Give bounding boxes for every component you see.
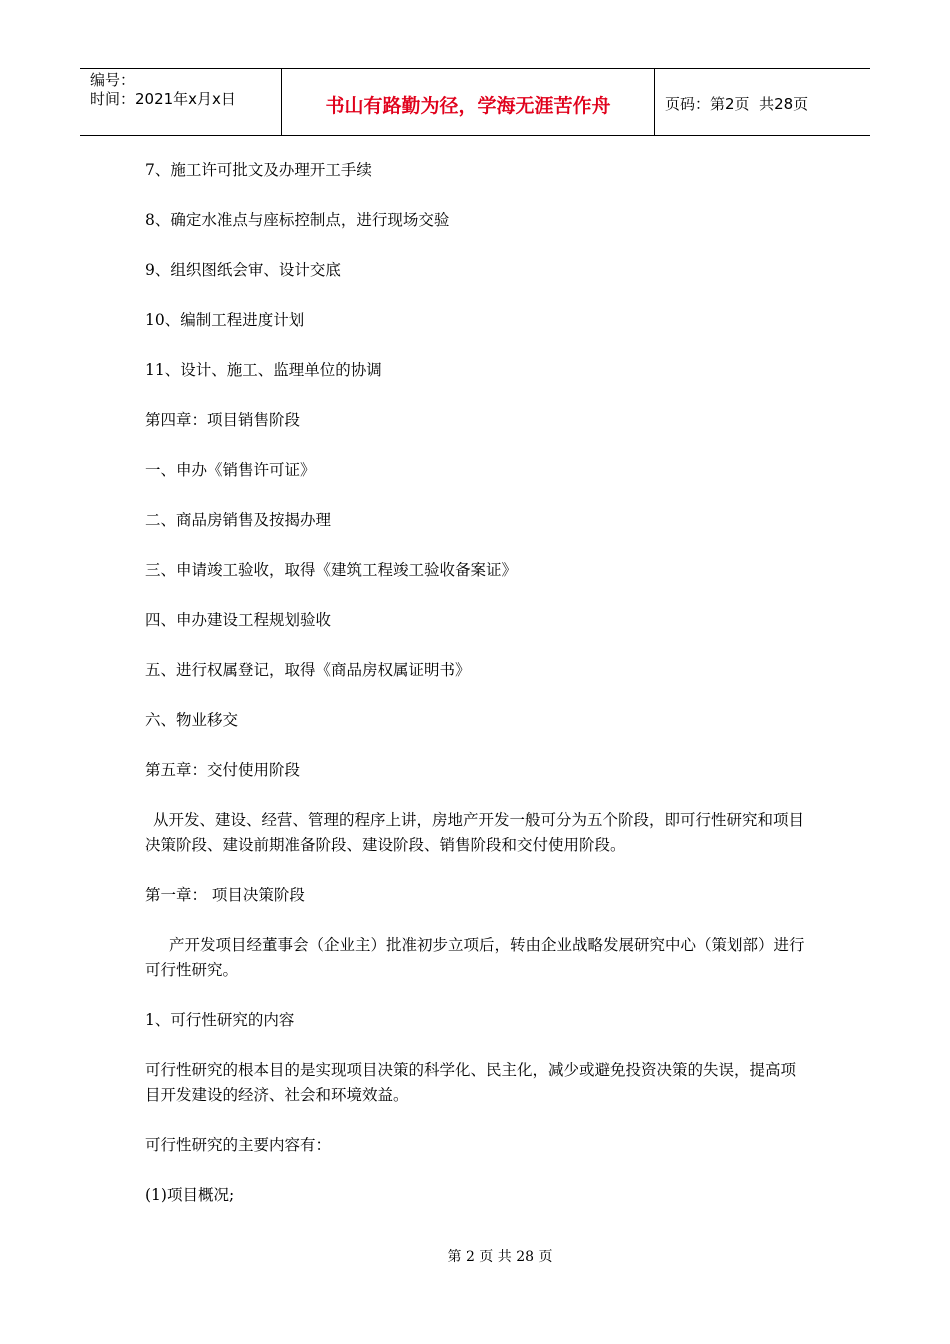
paragraph: 从开发、建设、经营、管理的程序上讲，房地产开发一般可分为五个阶段，即可行性研究和项目决策阶段、建设前期准备阶段、建设阶段、销售阶段和交付使用阶段。 — [145, 811, 805, 854]
chapter-heading: 第一章： 项目决策阶段 — [145, 886, 305, 904]
paragraph: 四、申办建设工程规划验收 — [145, 611, 332, 629]
header-info-cell — [80, 69, 282, 135]
paragraph: 产开发项目经董事会（企业主）批准初步立项后，转由企业战略发展研究中心（策划部）进行可行性研究。 — [145, 936, 805, 979]
chapter-heading: 第五章：交付使用阶段 — [145, 761, 301, 779]
document-number-label: 编号： — [90, 71, 136, 89]
chapter-heading: 第四章：项目销售阶段 — [145, 411, 301, 429]
paragraph: 五、进行权属登记，取得《商品房权属证明书》 — [145, 661, 471, 679]
page-header — [80, 68, 870, 136]
page-footer — [0, 1246, 950, 1266]
footer-page-number: 第 2 页 共 28 页 — [447, 1249, 553, 1265]
paragraph: 7、施工许可批文及办理开工手续 — [145, 161, 372, 179]
header-motto-cell — [282, 69, 655, 135]
paragraph: 11、设计、施工、监理单位的协调 — [145, 361, 382, 379]
paragraph: 三、申请竣工验收，取得《建筑工程竣工验收备案证》 — [145, 561, 518, 579]
paragraph: (1)项目概况; — [145, 1186, 235, 1204]
header-page-cell — [655, 69, 870, 135]
paragraph: 可行性研究的主要内容有： — [145, 1136, 332, 1154]
paragraph: 10、编制工程进度计划 — [145, 311, 305, 329]
document-time-label: 时间：2021年x月x日 — [90, 90, 236, 108]
section-heading: 1、可行性研究的内容 — [145, 1011, 295, 1029]
paragraph: 8、确定水准点与座标控制点，进行现场交验 — [145, 211, 450, 229]
header-motto: 书山有路勤为径，学海无涯苦作舟 — [325, 94, 611, 117]
paragraph: 二、商品房销售及按揭办理 — [145, 511, 332, 529]
paragraph: 可行性研究的根本目的是实现项目决策的科学化、民主化，减少或避免投资决策的失误，提高项目开发建设的经济、社会和环境效益。 — [145, 1061, 797, 1104]
paragraph: 9、组织图纸会审、设计交底 — [145, 261, 341, 279]
paragraph: 六、物业移交 — [145, 711, 239, 729]
document-body — [145, 158, 810, 1233]
paragraph: 一、申办《销售许可证》 — [145, 461, 316, 479]
header-page-number: 页码：第2页 共28页 — [665, 94, 809, 113]
